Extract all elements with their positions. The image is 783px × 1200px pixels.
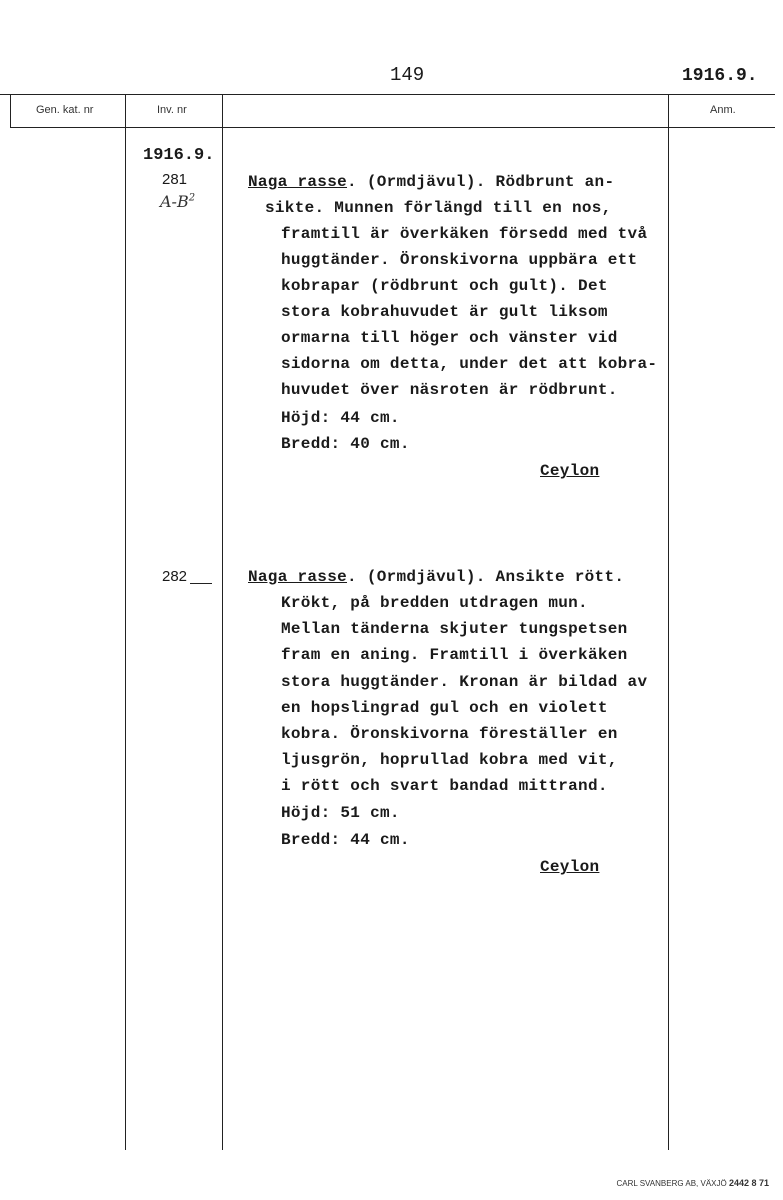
entry-281-line-3: framtill är överkäken försedd med två (281, 225, 648, 243)
handwritten-note-text: A-B (160, 192, 189, 211)
col-header-gen-kat: Gen. kat. nr (36, 104, 94, 116)
entry-282-line-3: Mellan tänderna skjuter tungspetsen (281, 620, 628, 638)
entry-282-origin: Ceylon (540, 858, 600, 876)
inv-number-282: 282 (162, 568, 188, 585)
entry-282-line-4: fram en aning. Framtill i överkäken (281, 646, 628, 664)
entry-281-line-9: huvudet över näsroten är rödbrunt. (281, 381, 618, 399)
entry-282-line-6: en hopslingrad gul och en violett (281, 699, 608, 717)
printer-mark (616, 1178, 769, 1188)
col-divider-1 (125, 94, 126, 1150)
entry-281-line-11: Bredd: 40 cm. (281, 435, 410, 453)
col-divider-2 (222, 94, 223, 1150)
header-date: 1916.9. (682, 66, 758, 86)
col-divider-left (10, 94, 11, 128)
handwritten-note-sup: 2 (188, 192, 196, 204)
entry-281-line-5: kobrapar (rödbrunt och gult). Det (281, 277, 608, 295)
inv-282-dash (190, 583, 212, 584)
inv-number-281: 281 (162, 171, 188, 188)
entry-281-line-4: huggtänder. Öronskivorna uppbära ett (281, 251, 638, 269)
entry-282-line-1: Naga rasse. (Ormdjävul). Ansikte rött. (248, 568, 625, 586)
entry-281-origin: Ceylon (540, 462, 600, 480)
entry-282-line-7: kobra. Öronskivorna föreställer en (281, 725, 618, 743)
entry-281-line-6: stora kobrahuvudet är gult liksom (281, 303, 608, 321)
entry-282-line-5: stora huggtänder. Kronan är bildad av (281, 673, 648, 691)
entry-282-line-2: Krökt, på bredden utdragen mun. (281, 594, 588, 612)
handwritten-note (160, 192, 195, 211)
entry-282-line-8: ljusgrön, hoprullad kobra med vit, (281, 751, 618, 769)
entry-281-line-10: Höjd: 44 cm. (281, 409, 400, 427)
entry-282-title: Naga rasse (248, 568, 348, 586)
entry-281-line-1: Naga rasse. (Ormdjävul). Rödbrunt an- (248, 173, 615, 191)
inv-date: 1916.9. (143, 146, 215, 165)
page-number: 149 (390, 64, 425, 86)
entry-281-title: Naga rasse (248, 173, 348, 191)
entry-281-line-7: ormarna till höger och vänster vid (281, 329, 618, 347)
entry-281-line-2: sikte. Munnen förlängd till en nos, (265, 199, 612, 217)
entry-281-line-8: sidorna om detta, under det att kobra- (281, 355, 658, 373)
entry-282-line-11: Bredd: 44 cm. (281, 831, 410, 849)
top-rule (0, 94, 775, 95)
col-divider-3 (668, 94, 669, 1150)
entry-282-line-9: i rött och svart bandad mittrand. (281, 777, 608, 795)
entry-282-line-10: Höjd: 51 cm. (281, 804, 400, 822)
col-header-anm: Anm. (710, 104, 736, 116)
printer-name: CARL SVANBERG AB, VÄXJÖ (616, 1179, 727, 1188)
form-number: 2442 8 71 (728, 1178, 769, 1188)
col-header-inv-nr: Inv. nr (157, 104, 187, 116)
